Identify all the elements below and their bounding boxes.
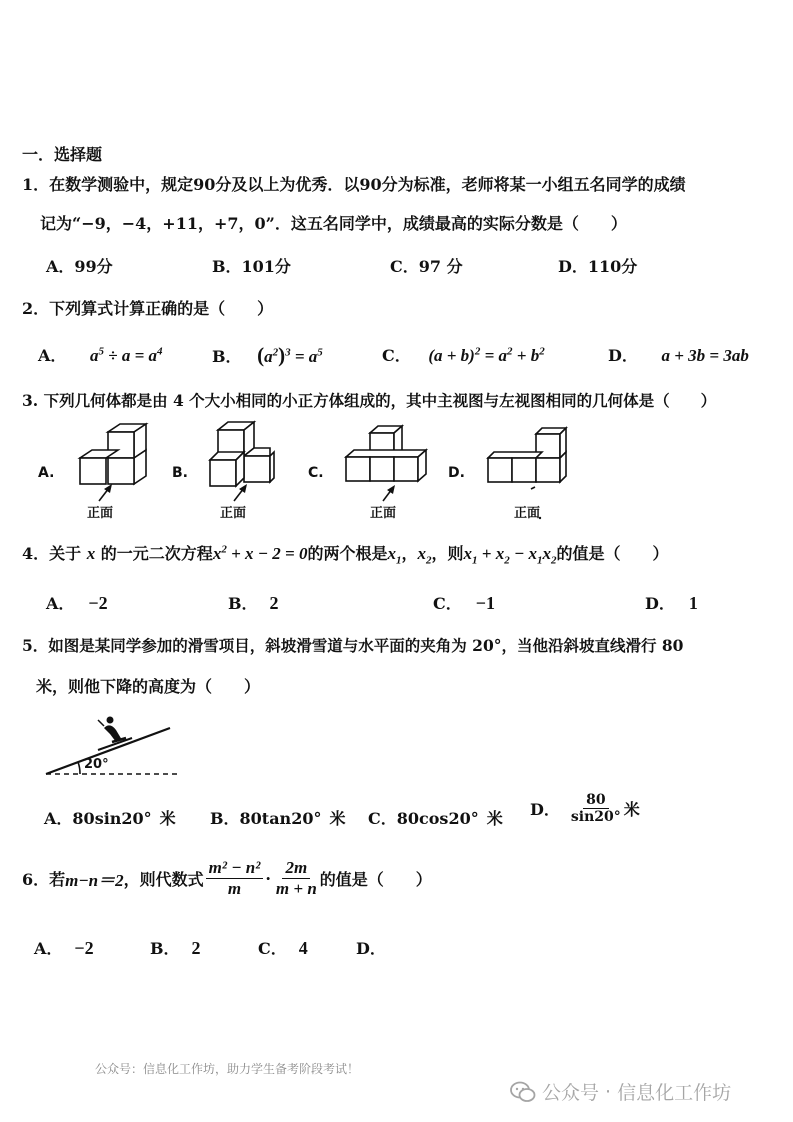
front-label-b: 正面 [220, 506, 247, 521]
section-title: 一．选择题 [22, 145, 103, 164]
q5-option-c[interactable]: C．80cos20° 米 [368, 809, 503, 828]
q5-option-d-fraction: $\frac{80}{\sin 20^\circ}$ [570, 792, 621, 825]
q2-expr-b: $(a^2)^3 = a^5$ [257, 343, 323, 367]
q2-label-d: D． [608, 346, 638, 365]
q3-label-d[interactable]: D. [448, 465, 465, 481]
q6-option-a[interactable]: A． −2 [34, 938, 94, 958]
q2-expr-d: a + 3b = 3ab [661, 346, 749, 365]
q3-label-b[interactable]: B. [172, 465, 188, 481]
q1-option-c[interactable]: C．97 分 [390, 257, 463, 276]
q6-option-b[interactable]: B． 2 [150, 938, 201, 958]
footer-account: 公众号 · 信息化工作坊 [510, 1078, 731, 1105]
q2-expr-a: $a^5 \div a = a^4$ [90, 345, 163, 365]
q6-stem: 6．若 m−n＝2 ，则代数式 $\frac{\text{m² − n²}}{m}$ · $\frac{2m}{m + n}$ 的值是（ ） [22, 858, 432, 898]
q4-stem: 4．关于 x 的一元二次方程$x^2 + x - 2 = 0$的两个根是$x_1$，$x_2$，则$x_1 + x_2 - x_1x_2$的值是（ ） [22, 543, 669, 567]
front-label-c: 正面 [370, 506, 397, 521]
footer-watermark-text: 公众号：信息化工作坊，助力学生备考阶段考试！ [95, 1062, 360, 1076]
q5-stem-line1: 5．如图是某同学参加的滑雪项目，斜坡滑雪道与水平面的夹角为 20°，当他沿斜坡直线滑行 80 [22, 636, 684, 655]
q6-fraction-2: $\frac{2m}{m + n}$ [275, 858, 317, 898]
q2-label-a: A． [38, 346, 67, 365]
q2-stem: 2．下列算式计算正确的是（ ） [22, 299, 274, 318]
q3-label-c[interactable]: C. [308, 465, 324, 481]
q6-option-d[interactable]: D． [356, 939, 386, 958]
q2-expr-c: $(a + b)^2 = a^2 + b^2$ [428, 345, 545, 365]
q1-option-d[interactable]: D．110分 [558, 257, 638, 276]
q5-option-a[interactable]: A．80sin20° 米 [44, 809, 176, 828]
q1-stem-line2: 记为“−9，−4，+11，+7，0”．这五名同学中，成绩最高的实际分数是（ ） [40, 214, 627, 233]
q5-option-b[interactable]: B．80tan20° 米 [210, 809, 346, 828]
q1-option-a[interactable]: A．99分 [46, 257, 113, 276]
q4-option-c[interactable]: C． −1 [433, 593, 496, 613]
wechat-icon [510, 1081, 536, 1103]
q3-stem: 3. 下列几何体都是由 4 个大小相同的小正方体组成的，其中主视图与左视图相同的几何体是（ ） [22, 391, 717, 410]
angle-arc [78, 762, 80, 774]
angle-label: 20° [84, 757, 109, 772]
q4-option-b[interactable]: B． 2 [228, 593, 279, 613]
q4-option-d[interactable]: D． 1 [645, 593, 698, 613]
q4-option-a[interactable]: A． −2 [46, 593, 108, 613]
q5-stem-line2: 米，则他下降的高度为（ ） [36, 677, 261, 696]
q2-label-c: C． [382, 346, 411, 365]
front-label-d: 正面 [514, 506, 541, 521]
q5-option-d[interactable]: D． $\frac{80}{\sin 20^\circ}$ 米 [530, 792, 640, 825]
front-label-a: 正面 [87, 506, 114, 521]
q6-fraction-1: $\frac{\text{m² − n²}}{m}$ [206, 858, 264, 899]
q2-label-b: B． [212, 347, 242, 366]
q6-option-c[interactable]: C． 4 [258, 938, 308, 958]
q1-option-b[interactable]: B．101分 [212, 257, 291, 276]
q1-stem-line1: 1．在数学测验中，规定90分及以上为优秀．以90分为标准，老师将某一小组五名同学的成绩 [22, 175, 686, 194]
q3-label-a[interactable]: A. [38, 465, 55, 481]
